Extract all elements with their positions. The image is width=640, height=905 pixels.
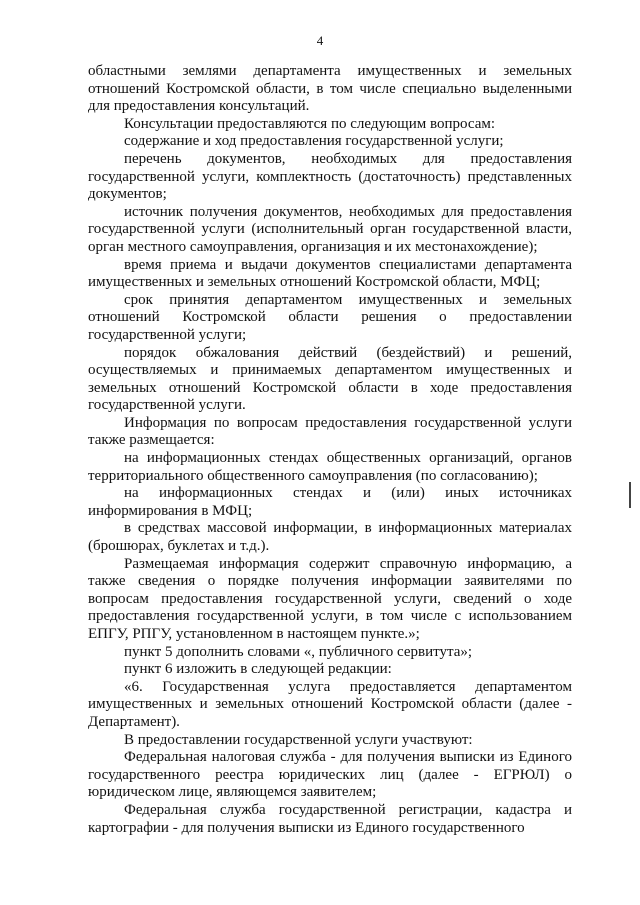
paragraph: Информация по вопросам предоставления государственной услуги также размещается:: [88, 414, 572, 449]
paragraph: порядок обжалования действий (бездействий) и решений, осуществляемых и принимаемых департаментом имущественных и земельных отношений Костромской области в ходе предоставления государственной услуги.: [88, 344, 572, 414]
paragraph: Размещаемая информация содержит справочную информацию, а также сведения о порядке получения информации заявителями по вопросам предоставления государственной услуги, сведений о ходе предоставления государственной услуги, в том числе с использованием ЕПГУ, РПГУ, установленном в настоящем пункте.»;: [88, 555, 572, 642]
paragraph: перечень документов, необходимых для предоставления государственной услуги, комплектность (достаточность) представленных документов;: [88, 150, 572, 203]
paragraph: Федеральная налоговая служба - для получения выписки из Единого государственного реестра юридических лиц (далее - ЕГРЮЛ) о юридическом лице, являющемся заявителем;: [88, 749, 572, 801]
page-number: 4: [316, 33, 324, 48]
paragraph: на информационных стендах общественных организаций, органов территориального общественного самоуправления (по согласованию);: [88, 450, 572, 484]
paragraph: Федеральная служба государственной регистрации, кадастра и картографии - для получения выписки из Единого государственного: [88, 801, 572, 836]
paragraph: пункт 5 дополнить словами «, публичного сервитута»;: [124, 643, 473, 660]
paragraph: время приема и выдачи документов специалистами департамента имущественных и земельных отношений Костромской области, МФЦ;: [88, 256, 572, 291]
paragraph: в средствах массовой информации, в информационных материалах (брошюрах, буклетах и т.д.).: [88, 520, 572, 555]
paragraph: Консультации предоставляются по следующим вопросам:: [124, 115, 496, 132]
paragraph: «6. Государственная услуга предоставляется департаментом имущественных и земельных отношений Костромской области (далее - Департамент).: [88, 678, 572, 730]
paragraph: областными землями департамента имущественных и земельных отношений Костромской области, в том числе специально выделенными для предоставления консультаций.: [88, 63, 572, 115]
paragraph: источник получения документов, необходимых для предоставления государственной услуги (исполнительный орган государственной власти, орган местного самоуправления, организация и их местонахождение);: [88, 203, 572, 255]
paragraph: содержание и ход предоставления государственной услуги;: [124, 133, 504, 150]
body-text: [88, 63, 572, 837]
paragraph: срок принятия департаментом имущественных и земельных отношений Костромской области решения о предоставлении государственной услуги;: [88, 291, 572, 343]
paragraph: В предоставлении государственной услуги участвуют:: [124, 731, 473, 748]
paragraph: пункт 6 изложить в следующей редакции:: [124, 661, 392, 678]
scan-artifact: [629, 482, 631, 508]
paragraph: на информационных стендах и (или) иных источниках информирования в МФЦ;: [88, 485, 572, 519]
